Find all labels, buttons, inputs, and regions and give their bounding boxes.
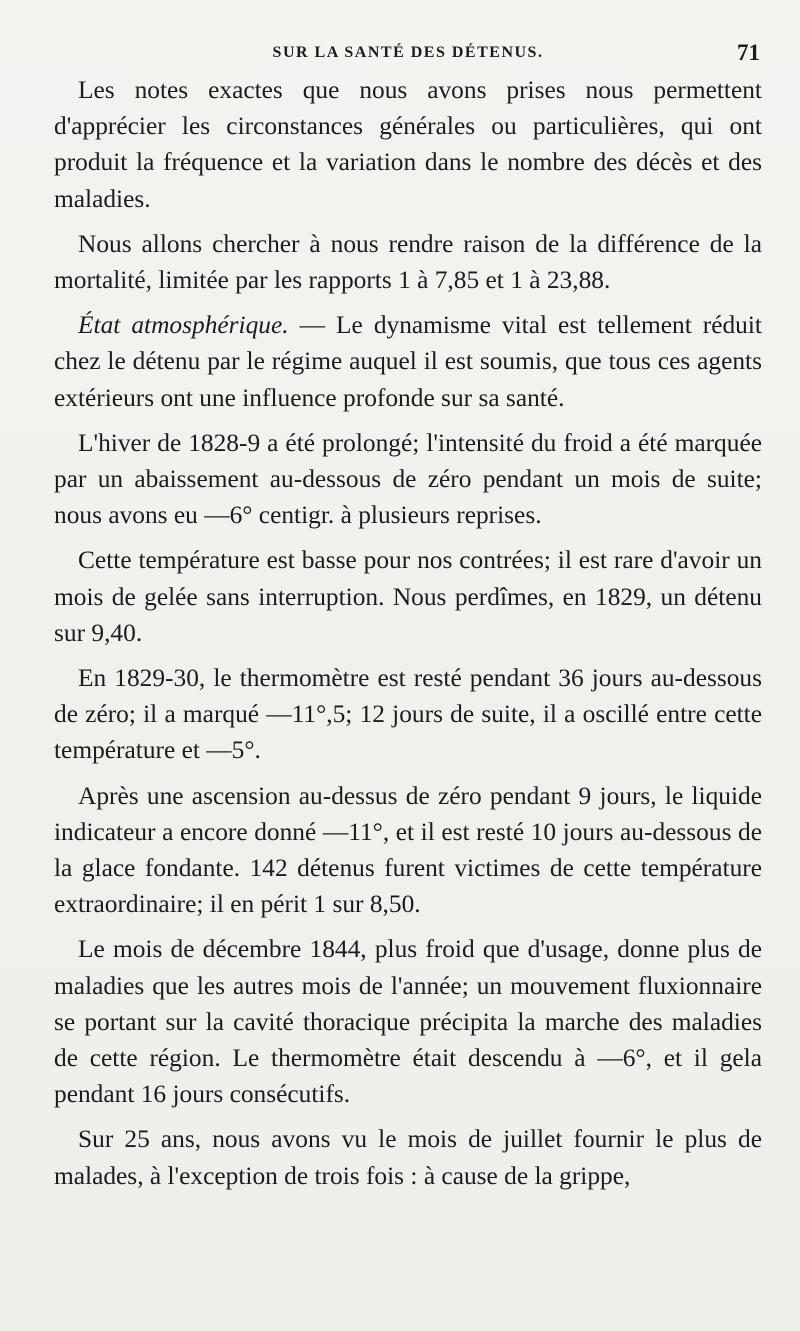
paragraph-text: Sur 25 ans, nous avons vu le mois de juillet fournir le plus de malades, à l'exception de trois fois : à cause de la grippe,: [54, 1125, 762, 1190]
paragraph-6: [54, 660, 762, 769]
page-number: 71: [737, 40, 760, 65]
section-heading-inline: État atmosphérique.: [78, 311, 289, 340]
paragraph-7: [54, 778, 762, 923]
paragraph-text: L'hiver de 1828-9 a été prolongé; l'intensité du froid a été marquée par un abaissement au-dessous de zéro pendant un mois de suite; nous avons eu —6° centigr. à plusieurs reprises.: [54, 428, 762, 530]
page-header: [54, 0, 762, 72]
paragraph-4: [54, 425, 762, 534]
paragraph-text: Les notes exactes que nous avons prises nous permettent d'apprécier les circonstances générales ou particulières, qui ont produit la fréquence et la variation dans le nombre des décès et des maladies.: [54, 76, 762, 213]
paragraph-1: [54, 72, 762, 217]
paragraph-8: [54, 931, 762, 1112]
paragraph-5: [54, 542, 762, 651]
paragraph-2: [54, 226, 762, 298]
paragraph-text: — Le dynamisme vital est tellement réduit chez le détenu par le régime auquel il est soumis, que tous ces agents extérieurs ont une influence profonde sur sa santé.: [54, 311, 762, 412]
paragraph-text: Cette température est basse pour nos contrées; il est rare d'avoir un mois de gelée sans interruption. Nous perdîmes, en 1829, un détenu sur 9,40.: [54, 546, 762, 647]
running-title: SUR LA SANTÉ DES DÉTENUS.: [272, 44, 544, 61]
paragraph-text: Après une ascension au-dessus de zéro pendant 9 jours, le liquide indicateur a encore donné —11°, et il est resté 10 jours au-dessous de la glace fondante. 142 détenus furent victimes de cette température extraordinaire; il en périt 1 sur 8,50.: [54, 781, 762, 919]
paragraph-text: Nous allons chercher à nous rendre raison de la différence de la mortalité, limitée par les rapports 1 à 7,85 et 1 à 23,88.: [54, 229, 762, 295]
paragraph-9: [54, 1121, 762, 1193]
body-text: [54, 72, 762, 1194]
paragraph-text: En 1829-30, le thermomètre est resté pendant 36 jours au-dessous de zéro; il a marqué —11°,5; 12 jours de suite, il a oscillé entre cette température et —5°.: [54, 664, 762, 765]
paragraph-text: Le mois de décembre 1844, plus froid que d'usage, donne plus de maladies que les autres mois de l'année; un mouvement fluxionnaire se portant sur la cavité thoracique précipita la marche des maladies de cette région. Le thermomètre était descendu à —6°, et il gela pendant 16 jours consécutifs.: [54, 935, 762, 1109]
paragraph-3: [54, 307, 762, 416]
